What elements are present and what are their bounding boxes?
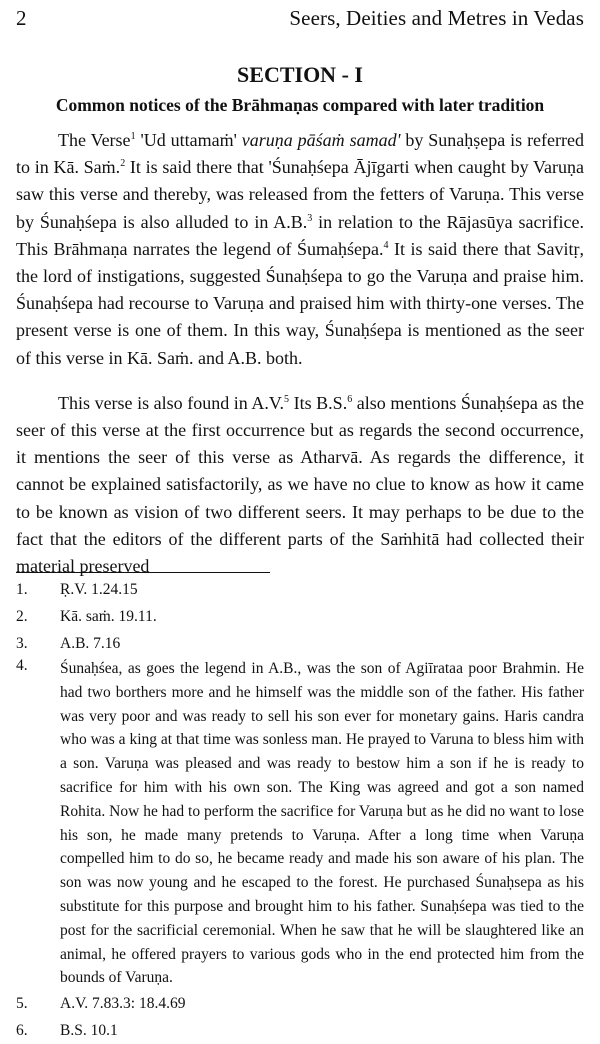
text-run: also mentions Śunaḥśepa as the seer of this verse at the first occurrence but as regards the second occurrence, it mentions the seer of this verse as Atharvā. As regards the difference, it cannot be explained satisfactorily, as we have no clue to know as how it came to be known as vision of two different seers. It may perhaps to be due to the fact that the editors of the different parts of the Saṁhitā had collected their material preserved bbox=[16, 392, 584, 577]
footnote-text: A.B. 7.16 bbox=[60, 635, 121, 652]
footnote-text: Kā. saṁ. 19.11. bbox=[60, 608, 157, 625]
footnote-ref: 1 bbox=[130, 131, 136, 142]
text-run: This verse is also found in A.V. bbox=[58, 392, 285, 413]
footnote-ref: 5 bbox=[284, 393, 290, 405]
footnote-ref: 3 bbox=[307, 212, 313, 224]
footnote-ref: 2 bbox=[120, 158, 126, 170]
text-run: 'Ud uttamaṁ' bbox=[135, 130, 242, 150]
footnote-number: 2. bbox=[16, 608, 28, 625]
footnote-number: 4. bbox=[16, 657, 28, 674]
section-title: SECTION - I bbox=[237, 62, 363, 87]
footnote-item bbox=[16, 576, 584, 603]
footnote-ref: 4 bbox=[383, 239, 389, 251]
footnote-ref: 6 bbox=[347, 393, 353, 405]
page-number: 2 bbox=[16, 6, 27, 30]
text-run: The Verse bbox=[58, 130, 131, 150]
footnote-text: Śunaḥśea, as goes the legend in A.B., was the son of Agiīrataa poor Brahmin. He had two borthers more and he himself was the middle son of the father. His father was very poor and was ready to sell his son ever for monetary gains. Haris candra who was a king at that time was sonless man. He prayed to Varuna to bless him with a son. Varuṇa was pleased and was ready to bestow him a son if he is ready to sacrifice for him with his own son. The King was agreed and got a son named Rohita. Now he had to perform the sacrifice for Varuṇa but as he did no want to lose his son, he made many pretends to Varuṇa. After a long time when Varuṇa compelled him to do so, he became ready and made his son aware of his plan. The son was now young and he escaped to the forest. He purchased Śunaḥsepa as his substitute for this purpose and brought him to his father. Sunaḥśepa was tied to the post for the sacrificial ceremonial. When he saw that he will be slaughtered like an animal, he offered prayers to various gods who in the end protected him from the bounds of Varuṇa. bbox=[60, 660, 584, 987]
text-run: by Sunaḥṣepa is referred to in Kā. Saṁ. bbox=[16, 130, 585, 178]
italic-text: varuṇa pāśaṁ samad' bbox=[241, 130, 401, 150]
body-text bbox=[16, 127, 584, 580]
text-run: Its B.S. bbox=[289, 392, 348, 413]
footnote-item bbox=[16, 990, 584, 1017]
text-run: It is said there that Savitṛ, the lord of instigations, suggested Śunaḥśepa to go the Varuṇa and praise him. Śunaḥśepa had recourse to Varuṇa and praised him with thirty-one verses. The present verse is one of them. In this way, Śunaḥśepa is mentioned as the seer of this verse in Kā. Saṁ. and A.B. both. bbox=[16, 238, 584, 368]
footnote-item bbox=[16, 1017, 584, 1044]
footnote-text: B.S. 10.1 bbox=[60, 1022, 118, 1040]
body-paragraph bbox=[16, 127, 584, 372]
footnotes bbox=[16, 576, 584, 1044]
page-header bbox=[16, 6, 584, 36]
text-run: in relation to the Rājasūya sacrifice. This Brāhmaṇa narrates the legend of Śumaḥśepa. bbox=[16, 211, 584, 259]
footnote-item bbox=[16, 630, 584, 657]
footnote-text: A.V. 7.83.3: 18.4.69 bbox=[60, 995, 186, 1013]
footnote-divider bbox=[16, 572, 270, 573]
footnote-number: 1. bbox=[16, 581, 28, 598]
footnote-number: 3. bbox=[16, 635, 28, 652]
footnote-number: 5. bbox=[16, 995, 28, 1013]
running-title: Seers, Deities and Metres in Vedas bbox=[289, 6, 584, 30]
footnote-number: 6. bbox=[16, 1022, 28, 1040]
footnote-item bbox=[16, 603, 584, 630]
footnote-text: Ṛ.V. 1.24.15 bbox=[60, 581, 138, 598]
body-paragraph bbox=[16, 390, 584, 580]
footnote-item bbox=[16, 657, 584, 990]
text-run: It is said there that 'Śunaḥśepa Ājīgarti when caught by Varuṇa saw this verse and thereby, was released from the fetters of Varuṇa. This verse by Śunaḥśepa is also alluded to in A.B. bbox=[16, 157, 584, 232]
section-subtitle: Common notices of the Brāhmaṇas compared with later tradition bbox=[55, 95, 545, 115]
